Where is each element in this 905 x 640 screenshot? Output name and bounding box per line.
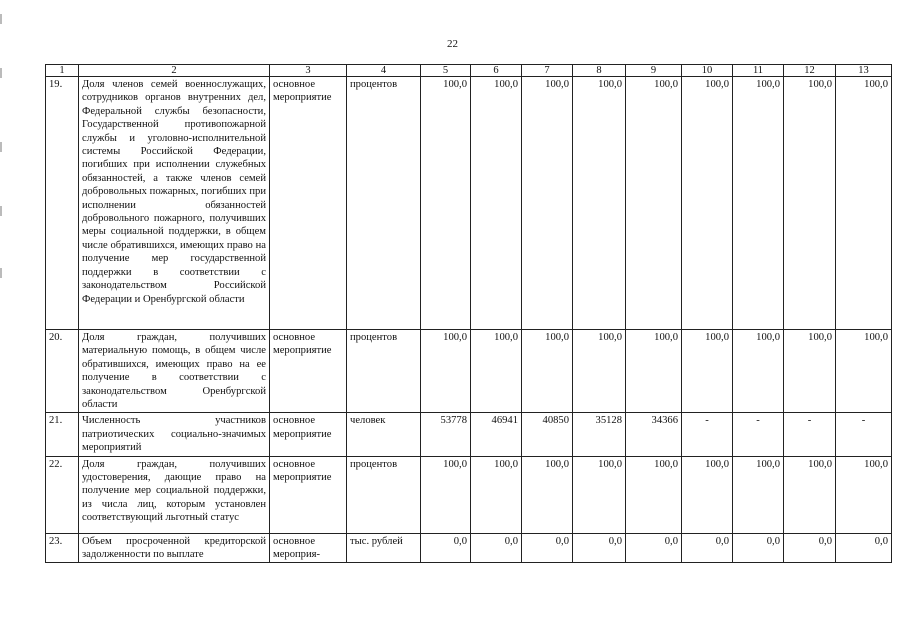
row-number: 23. xyxy=(46,533,79,563)
scan-margin-mark xyxy=(0,142,2,152)
value-cell: 100,0 xyxy=(784,330,836,413)
value-cell: 46941 xyxy=(471,413,522,456)
header-cell: 6 xyxy=(471,65,522,77)
value-cell: 0,0 xyxy=(573,533,626,563)
header-cell: 10 xyxy=(682,65,733,77)
value-cell: 100,0 xyxy=(733,456,784,533)
value-cell: 100,0 xyxy=(733,330,784,413)
row-number: 21. xyxy=(46,413,79,456)
value-cell: 100,0 xyxy=(682,330,733,413)
value-cell: 100,0 xyxy=(522,77,573,330)
value-cell: 100,0 xyxy=(471,330,522,413)
value-cell: 0,0 xyxy=(733,533,784,563)
row-number: 19. xyxy=(46,77,79,330)
unit-of-measure: процентов xyxy=(347,330,421,413)
value-cell: 100,0 xyxy=(626,456,682,533)
value-cell: 100,0 xyxy=(626,330,682,413)
value-cell: - xyxy=(836,413,892,456)
value-cell: 100,0 xyxy=(421,77,471,330)
value-cell: 100,0 xyxy=(836,77,892,330)
value-cell: - xyxy=(733,413,784,456)
value-cell: 100,0 xyxy=(573,456,626,533)
value-cell: 100,0 xyxy=(682,456,733,533)
header-cell: 9 xyxy=(626,65,682,77)
unit-of-measure: процентов xyxy=(347,456,421,533)
indicator-description: Объем просроченной кредиторской задолженности по выплате xyxy=(79,533,270,563)
indicator-type: основное мероприятие xyxy=(270,413,347,456)
value-cell: 100,0 xyxy=(522,456,573,533)
value-cell: 0,0 xyxy=(522,533,573,563)
value-cell: 0,0 xyxy=(682,533,733,563)
scan-margin-mark xyxy=(0,14,2,24)
header-cell: 1 xyxy=(46,65,79,77)
scan-margin-mark xyxy=(0,206,2,216)
indicator-type: основное мероприятие xyxy=(270,77,347,330)
value-cell: 100,0 xyxy=(682,77,733,330)
value-cell: 34366 xyxy=(626,413,682,456)
value-cell: 100,0 xyxy=(471,456,522,533)
scan-margin-mark xyxy=(0,68,2,78)
indicator-description: Доля членов семей военнослужащих, сотрудников органов внутренних дел, Федеральной службы безопасности, Государственной противопожарной службы и уголовно-исполнительной системы Российской Федерации, погибших при исполнении служебных обязанностей, а также членов семей добровольных пожарных, погибших при исполнении обязанностей добровольного пожарного, получивших меры социальной поддержки, в общем числе обратившихся, имеющих право на получение мер государственной поддержки в соответствии с законодательством Российской Федерации и Оренбургской области xyxy=(79,77,270,330)
value-cell: 100,0 xyxy=(522,330,573,413)
unit-of-measure: тыс. рублей xyxy=(347,533,421,563)
indicator-type: основное мероприятие xyxy=(270,330,347,413)
value-cell: 100,0 xyxy=(784,77,836,330)
value-cell: - xyxy=(784,413,836,456)
value-cell: - xyxy=(682,413,733,456)
value-cell: 53778 xyxy=(421,413,471,456)
indicator-description: Доля граждан, получивших удостоверения, дающие право на получение мер социальной поддержки, из числа лиц, которым установлен соответствующий льготный статус xyxy=(79,456,270,533)
header-cell: 3 xyxy=(270,65,347,77)
value-cell: 35128 xyxy=(573,413,626,456)
value-cell: 0,0 xyxy=(626,533,682,563)
value-cell: 100,0 xyxy=(784,456,836,533)
value-cell: 100,0 xyxy=(626,77,682,330)
header-cell: 11 xyxy=(733,65,784,77)
page-number: 22 xyxy=(447,38,458,50)
value-cell: 100,0 xyxy=(573,330,626,413)
value-cell: 100,0 xyxy=(421,330,471,413)
header-cell: 5 xyxy=(421,65,471,77)
table-row xyxy=(46,456,892,533)
header-cell: 7 xyxy=(522,65,573,77)
value-cell: 100,0 xyxy=(421,456,471,533)
indicator-type: основное мероприятие xyxy=(270,456,347,533)
value-cell: 100,0 xyxy=(836,330,892,413)
header-cell: 4 xyxy=(347,65,421,77)
table-row xyxy=(46,533,892,563)
indicator-description: Численность участников патриотических социально-значимых мероприятий xyxy=(79,413,270,456)
value-cell: 0,0 xyxy=(421,533,471,563)
header-cell: 13 xyxy=(836,65,892,77)
value-cell: 40850 xyxy=(522,413,573,456)
header-row xyxy=(46,65,892,77)
unit-of-measure: человек xyxy=(347,413,421,456)
indicators-table xyxy=(45,64,892,563)
unit-of-measure: процентов xyxy=(347,77,421,330)
row-number: 20. xyxy=(46,330,79,413)
value-cell: 100,0 xyxy=(471,77,522,330)
indicator-type: основное мероприя- xyxy=(270,533,347,563)
table-row xyxy=(46,77,892,330)
header-cell: 2 xyxy=(79,65,270,77)
value-cell: 100,0 xyxy=(733,77,784,330)
row-number: 22. xyxy=(46,456,79,533)
value-cell: 0,0 xyxy=(836,533,892,563)
value-cell: 0,0 xyxy=(784,533,836,563)
header-cell: 12 xyxy=(784,65,836,77)
header-cell: 8 xyxy=(573,65,626,77)
table-row xyxy=(46,413,892,456)
indicator-description: Доля граждан, получивших материальную помощь, в общем числе обратившихся, имеющих право на ее получение в соответствии с законодательством Оренбургской области xyxy=(79,330,270,413)
value-cell: 100,0 xyxy=(573,77,626,330)
table-row xyxy=(46,330,892,413)
value-cell: 100,0 xyxy=(836,456,892,533)
scan-margin-mark xyxy=(0,268,2,278)
value-cell: 0,0 xyxy=(471,533,522,563)
